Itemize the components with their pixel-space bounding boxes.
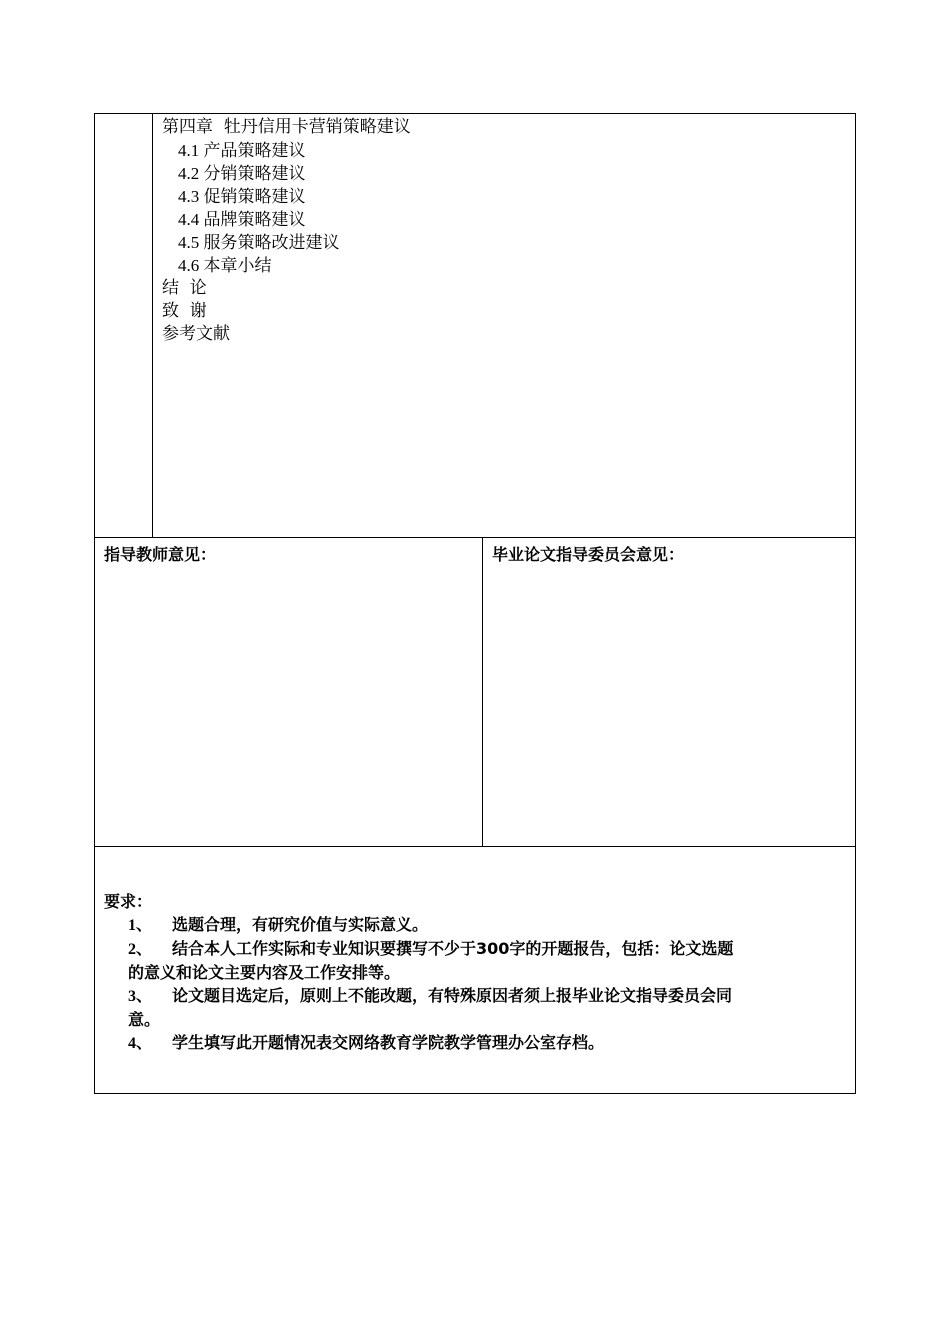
section-item: 4.3 促销策略建议: [178, 187, 306, 206]
chapter-heading: 第四章 牡丹信用卡营销策略建议: [162, 117, 411, 137]
requirements-title: 要求：: [104, 892, 153, 911]
requirements-block: [104, 890, 848, 1055]
opinion-bottom-border: [95, 846, 855, 847]
references-item: 参考文献: [162, 324, 230, 344]
requirement-number: 4、: [128, 1035, 153, 1052]
requirement-text: 论文题目选定后，原则上不能改题，有特殊原因者须上报毕业论文指导委员会同: [172, 986, 733, 1005]
requirement-number: 1、: [128, 917, 153, 934]
committee-opinion-label: 毕业论文指导委员会意见：: [492, 545, 685, 564]
report-table: [94, 113, 856, 1094]
conclusion-item: 结 论: [162, 278, 207, 298]
opinion-divider: [482, 537, 483, 846]
requirement-text: 选题合理，有研究价值与实际意义。: [172, 915, 429, 934]
requirement-text: 结合本人工作实际和专业知识要撰写不少于300字的开题报告，包括：论文选题: [172, 939, 734, 958]
section-item: 4.1 产品策略建议: [178, 141, 306, 160]
section-item: 4.6 本章小结: [178, 256, 272, 275]
requirement-number: 2、: [128, 941, 153, 958]
outline-bottom-border: [95, 537, 855, 538]
left-column-divider: [152, 114, 153, 537]
section-item: 4.2 分销策略建议: [178, 164, 306, 183]
advisor-opinion-label: 指导教师意见：: [104, 545, 217, 564]
acknowledgement-item: 致 谢: [162, 301, 207, 321]
section-item: 4.4 品牌策略建议: [178, 210, 306, 229]
requirement-text-continued: 意。: [128, 1010, 161, 1029]
table-of-contents: [162, 116, 411, 346]
section-item: 4.5 服务策略改进建议: [178, 233, 340, 252]
requirement-number: 3、: [128, 988, 153, 1005]
requirement-item: [104, 1031, 848, 1055]
requirement-text-continued: 的意义和论文主要内容及工作安排等。: [128, 963, 401, 982]
requirement-text: 学生填写此开题情况表交网络教育学院教学管理办公室存档。: [172, 1033, 605, 1052]
requirement-item: [104, 913, 848, 937]
requirement-item: [104, 984, 848, 1008]
requirement-item: [104, 937, 848, 961]
